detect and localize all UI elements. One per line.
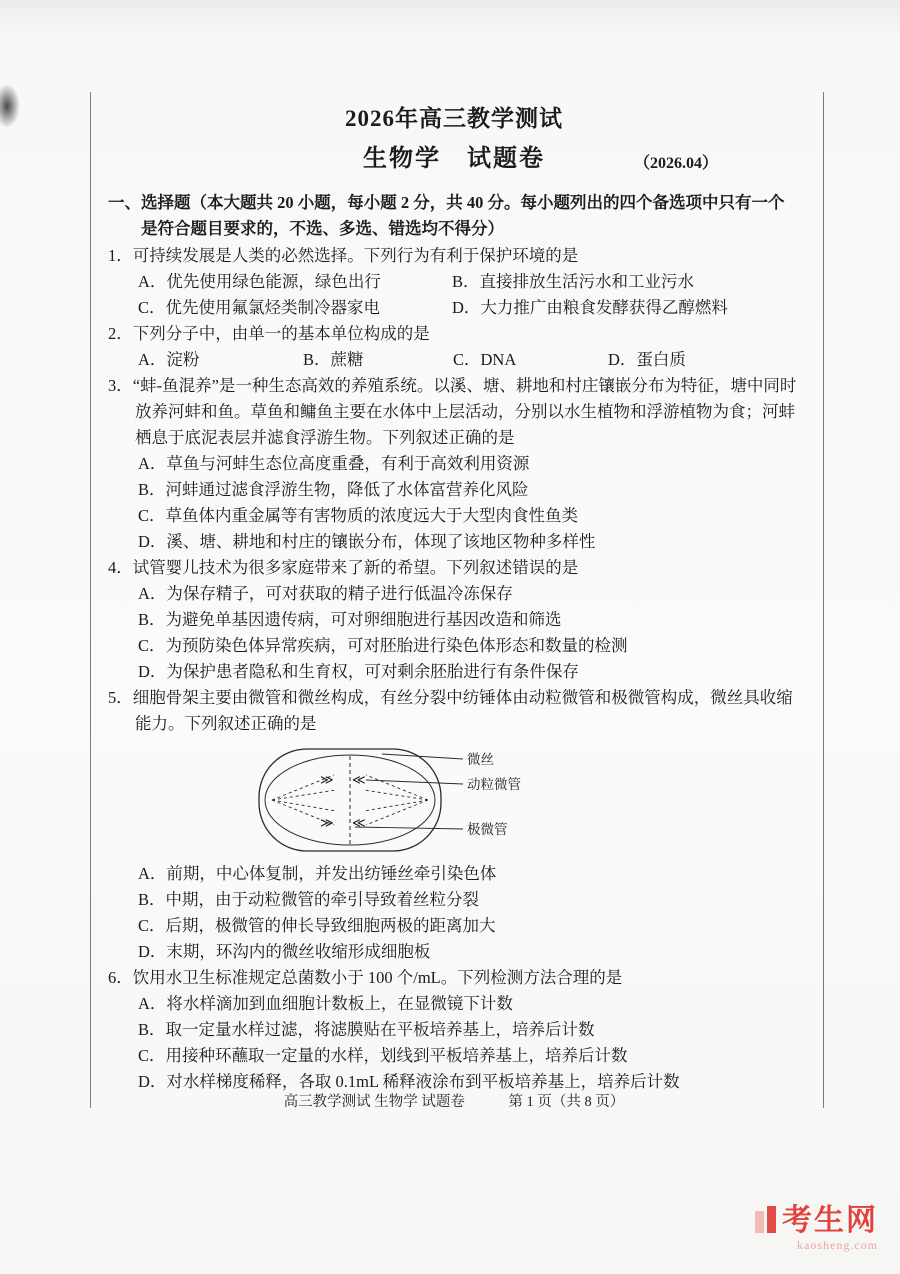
question-text: 饮用水卫生标准规定总菌数小于 100 个/mL。下列检测方法合理的是 — [132, 968, 623, 987]
chevron-left-glyph: ≪ — [352, 772, 366, 787]
spindle-diagram-svg — [256, 743, 556, 857]
question-stem — [108, 321, 800, 347]
section-header: 一、选择题（本大题共 20 小题，每小题 2 分，共 40 分。每小题列出的四个备选项中只有一个是符合题目要求的，不选、多选、错选均不得分） — [108, 193, 785, 238]
question-option: A．前期，中心体复制，并发出纺锤丝牵引染色体 — [138, 864, 497, 883]
exam-date: （2026.04） — [633, 155, 718, 172]
question-options — [108, 269, 800, 321]
watermark-row — [755, 1205, 878, 1237]
question-number: 5． — [108, 688, 133, 707]
question-option: A．草鱼与河蚌生态位高度重叠，有利于高效利用资源 — [138, 454, 530, 473]
question-option: C．草鱼体内重金属等有害物质的浓度远大于大型肉食性鱼类 — [138, 506, 579, 525]
question-text: 试管婴儿技术为很多家庭带来了新的希望。下列叙述错误的是 — [132, 558, 579, 577]
question-option: D．溪、塘、耕地和村庄的镶嵌分布，体现了该地区物种多样性 — [138, 532, 596, 551]
kaosheng-logo-icon — [755, 1206, 776, 1237]
question-options — [108, 347, 800, 373]
question-number: 3． — [108, 376, 133, 395]
question-stem — [108, 243, 800, 269]
question-4 — [108, 555, 800, 685]
exam-subtitle-row — [108, 146, 800, 180]
label-microfilament: 微丝 — [467, 752, 494, 767]
exam-subject: 生物学 试题卷 — [363, 146, 545, 172]
question-3 — [108, 373, 800, 555]
question-option: B．中期，由于动粒微管的牵引导致着丝粒分裂 — [138, 890, 480, 909]
question-stem — [108, 685, 800, 737]
question-option: A．为保存精子，可对获取的精子进行低温冷冻保存 — [138, 584, 513, 603]
watermark-name: 考生网 — [782, 1204, 878, 1237]
scan-artifact — [0, 84, 20, 128]
kaosheng-watermark — [755, 1205, 878, 1253]
question-option: D．大力推广由粮食发酵获得乙醇燃料 — [452, 298, 728, 317]
question-option: C．后期，极微管的伸长导致细胞两极的距离加大 — [138, 916, 496, 935]
question-option: B．蔗糖 — [303, 350, 364, 369]
question-option: A．优先使用绿色能源，绿色出行 — [138, 272, 381, 291]
question-text: 可持续发展是人类的必然选择。下列行为有利于保护环境的是 — [132, 246, 579, 265]
question-text: 细胞骨架主要由微管和微丝构成，有丝分裂中纺锤体由动粒微管和极微管构成，微丝具收缩能力。下列叙述正确的是 — [132, 688, 793, 733]
question-option: D．为保护患者隐私和生育权，可对剩余胚胎进行有条件保存 — [138, 662, 579, 681]
question-6 — [108, 965, 800, 1095]
question-option: C．为预防染色体异常疾病，可对胚胎进行染色体形态和数量的检测 — [138, 636, 628, 655]
page-footer: 高三教学测试 生物学 试题卷 第 1 页（共 8 页） — [283, 1094, 625, 1110]
exam-content — [108, 104, 800, 1095]
question-5 — [108, 685, 800, 965]
question-number: 2． — [108, 324, 133, 343]
question-text: “蚌-鱼混养”是一种生态高效的养殖系统。以溪、塘、耕地和村庄镶嵌分布为特征，塘中同时放养河蚌和鱼。草鱼和鳙鱼主要在水体中上层活动，分别以水生植物和浮游植物为食；河蚌栖息于底泥表层并滤食浮游生物。下列叙述正确的是 — [132, 376, 797, 447]
question-option: C．优先使用氟氯烃类制冷器家电 — [138, 298, 381, 317]
question-option: B．取一定量水样过滤，将滤膜贴在平板培养基上，培养后计数 — [138, 1020, 595, 1039]
paper-border-right — [823, 92, 824, 1108]
question-text: 下列分子中，由单一的基本单位构成的是 — [132, 324, 430, 343]
question-option: A．淀粉 — [138, 350, 200, 369]
chevron-left-glyph: ≪ — [352, 815, 366, 830]
question-option: D．对水样梯度稀释，各取 0.1mL 稀释液涂布到平板培养基上，培养后计数 — [138, 1072, 680, 1091]
question-stem — [108, 555, 800, 581]
mitotic-spindle-diagram — [256, 743, 800, 857]
question-number: 4． — [108, 558, 133, 577]
question-stem — [108, 965, 800, 991]
label-kinetochore-microtubule: 动粒微管 — [467, 777, 521, 792]
paper-border-left — [90, 92, 91, 1108]
watermark-url: kaosheng.com — [797, 1238, 878, 1252]
question-1 — [108, 243, 800, 321]
question-number: 1． — [108, 246, 133, 265]
label-polar-microtubule: 极微管 — [467, 822, 508, 837]
question-option: C．用接种环蘸取一定量的水样，划线到平板培养基上，培养后计数 — [138, 1046, 628, 1065]
question-number: 6． — [108, 968, 133, 987]
question-2 — [108, 321, 800, 373]
chevron-right-glyph: ≫ — [320, 815, 334, 830]
question-option: B．河蚌通过滤食浮游生物，降低了水体富营养化风险 — [138, 480, 529, 499]
question-option: B．为避免单基因遗传病，可对卵细胞进行基因改造和筛选 — [138, 610, 562, 629]
question-option: A．将水样滴加到血细胞计数板上，在显微镜下计数 — [138, 994, 513, 1013]
question-option: D．蛋白质 — [608, 350, 686, 369]
question-option: D．末期，环沟内的微丝收缩形成细胞板 — [138, 942, 431, 961]
exam-title: 2026年高三教学测试 — [345, 106, 563, 131]
question-stem — [108, 373, 800, 451]
question-option: C．DNA — [453, 350, 517, 369]
chevron-right-glyph: ≫ — [320, 772, 334, 787]
question-option: B．直接排放生活污水和工业污水 — [452, 272, 695, 291]
